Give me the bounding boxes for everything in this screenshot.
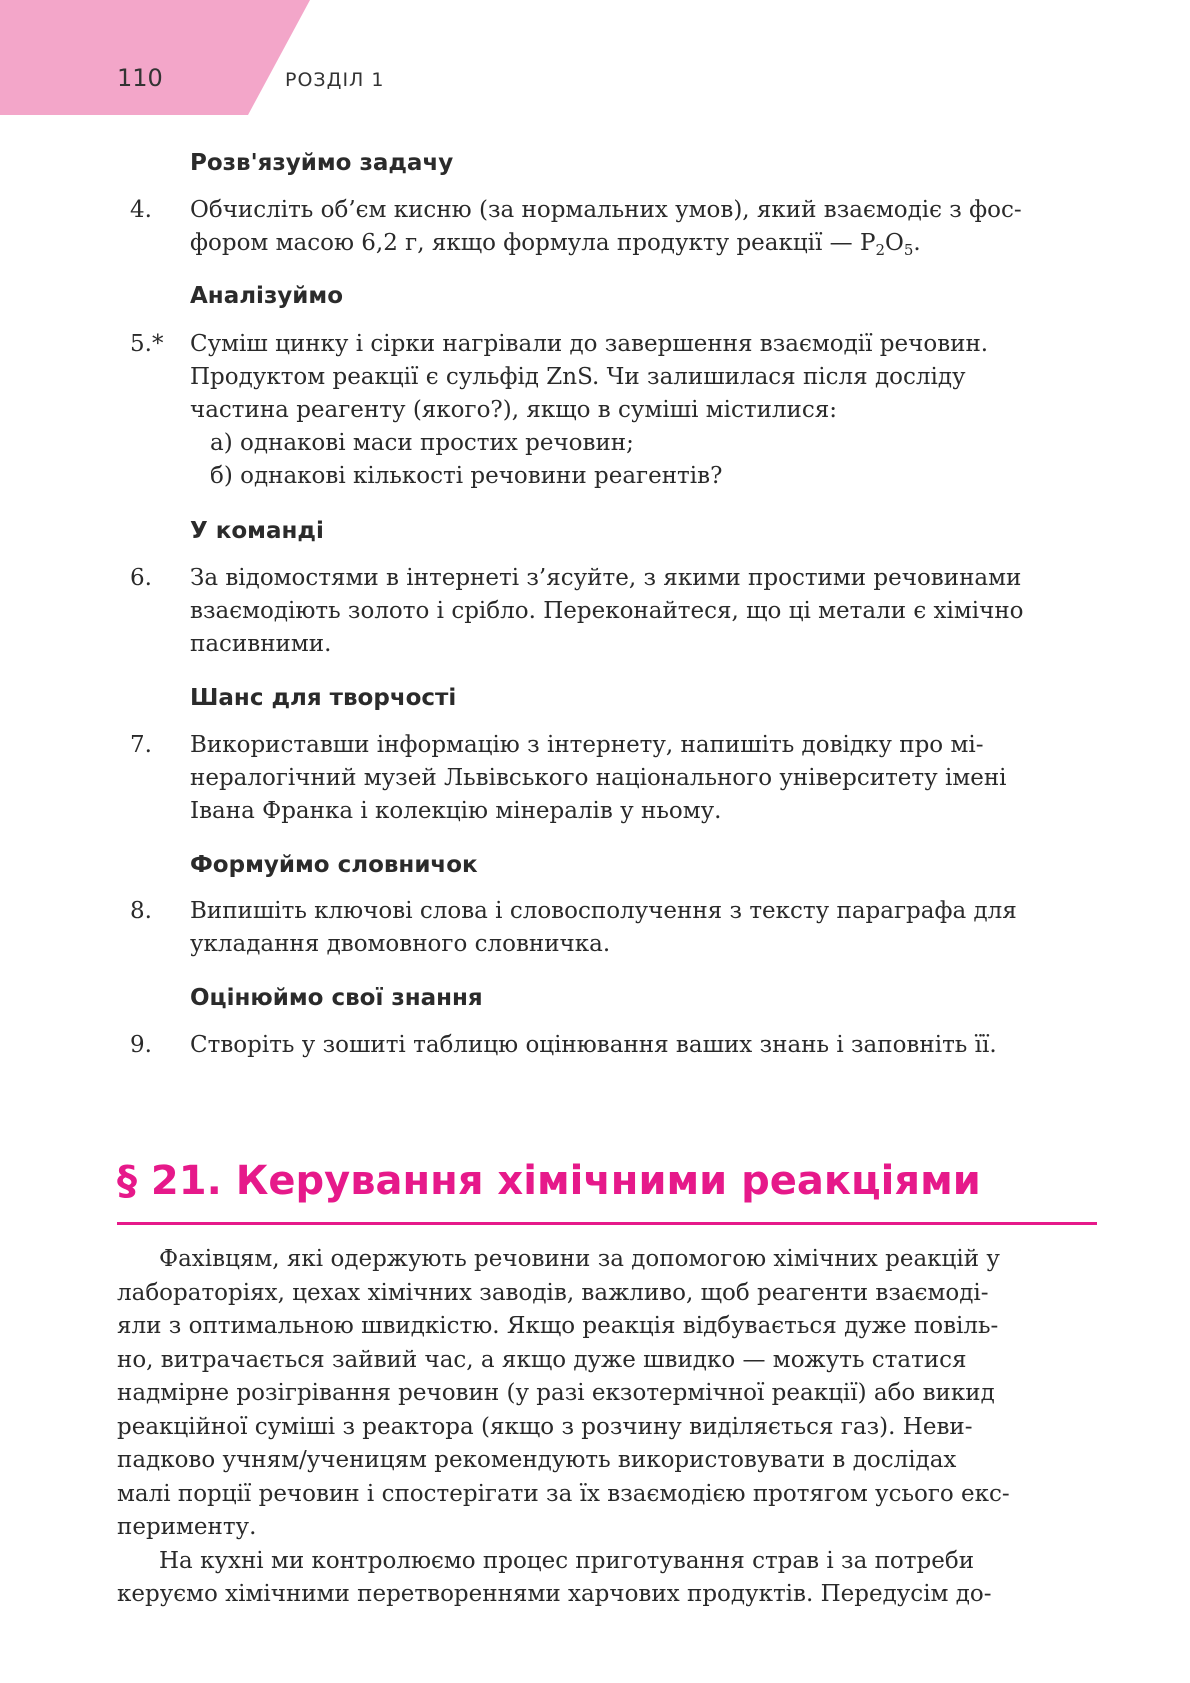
paragraph-line: падково учням/ученицям рекомендують використовувати в дослідах xyxy=(117,1447,957,1473)
task-number: 4. xyxy=(130,197,152,223)
task-text xyxy=(190,729,1190,828)
task-heading: У команді xyxy=(190,518,324,544)
formula-element: O xyxy=(885,230,904,256)
task-text xyxy=(190,895,1190,961)
task-number: 7. xyxy=(130,732,152,758)
task-line: частина реагенту (якого?), якщо в суміші містилися: xyxy=(190,397,837,423)
formula-subscript: 5 xyxy=(903,241,914,259)
paragraph-line: керуємо хімічними перетвореннями харчових продуктів. Передусім до- xyxy=(117,1581,992,1607)
task-line: Випишіть ключові слова і словосполучення з тексту параграфа для xyxy=(190,898,1017,924)
task-line: Обчисліть об’єм кисню (за нормальних умов), який взаємодіє з фос- xyxy=(190,197,1022,223)
task-heading: Шанс для творчості xyxy=(190,685,457,711)
task-line: Продуктом реакції є сульфід ZnS. Чи залишилася після досліду xyxy=(190,364,966,390)
task-text xyxy=(190,194,1190,260)
task-text xyxy=(190,562,1190,661)
task-heading: Аналізуймо xyxy=(190,283,344,309)
page-number: 110 xyxy=(117,64,163,92)
task-sub-item: б) однакові кількості речовини реагентів? xyxy=(210,463,723,489)
task-number: 8. xyxy=(130,898,152,924)
task-line: пасивними. xyxy=(190,631,332,657)
task-line: нералогічний музей Львівського національного університету імені xyxy=(190,765,1007,791)
task-line: укладання двомовного словничка. xyxy=(190,931,611,957)
paragraph-line: малі порції речовин і спостерігати за їх взаємодією протягом усього екс- xyxy=(117,1480,1010,1507)
paragraph-line: перименту. xyxy=(117,1514,257,1540)
paragraph-line: но, витрачається зайвий час, а якщо дуже швидко — можуть статися xyxy=(117,1346,967,1373)
paragraph-line: лабораторіях, цехах хімічних заводів, важливо, щоб реагенти взаємоді- xyxy=(117,1279,989,1306)
paragraph-line: яли з оптимальною швидкістю. Якщо реакція відбувається дуже повіль- xyxy=(117,1313,999,1339)
paragraph-line: реакційної суміші з реактора (якщо з розчину виділяється газ). Неви- xyxy=(117,1413,973,1440)
formula-end: . xyxy=(913,230,921,256)
task-heading: Розв'язуймо задачу xyxy=(190,150,454,176)
task-line: взаємодіють золото і срібло. Переконайтеся, що ці метали є хімічно xyxy=(190,598,1024,624)
task-number: 5.* xyxy=(130,331,164,357)
task-text xyxy=(190,1029,1190,1062)
task-line: Суміш цинку і сірки нагрівали до завершення взаємодії речовин. xyxy=(190,331,989,357)
task-line-text: фором масою 6,2 г, якщо формула продукту реакції — P xyxy=(190,230,876,256)
section-label: РОЗДІЛ 1 xyxy=(285,69,385,91)
task-text xyxy=(190,328,1190,493)
task-line: Використавши інформацію з інтернету, напишіть довідку про мі- xyxy=(190,732,984,758)
section-divider xyxy=(117,1222,1097,1225)
formula-subscript: 2 xyxy=(875,241,886,259)
task-line: Івана Франка і колекцію мінералів у ньому. xyxy=(190,798,722,824)
header-band xyxy=(0,0,310,115)
task-line: Створіть у зошиті таблицю оцінювання ваших знань і заповніть її. xyxy=(190,1032,997,1058)
paragraph-line: надмірне розігрівання речовин (у разі екзотермічної реакції) або викид xyxy=(117,1380,995,1406)
task-number: 6. xyxy=(130,565,152,591)
task-heading: Формуймо словничок xyxy=(190,852,478,878)
section-title: § 21. Керування хімічними реакціями xyxy=(117,1158,981,1204)
task-line xyxy=(190,227,1190,260)
task-heading: Оцінюймо свої знання xyxy=(190,985,483,1011)
task-line: За відомостями в інтернеті з’ясуйте, з якими простими речовинами xyxy=(190,565,1022,591)
paragraph-line: Фахівцям, які одержують речовини за допомогою хімічних реакцій у xyxy=(159,1246,1000,1272)
task-sub-item: а) однакові маси простих речовин; xyxy=(210,430,634,456)
task-number: 9. xyxy=(130,1032,152,1058)
body-paragraph xyxy=(117,1243,1097,1612)
paragraph-line: На кухні ми контролюємо процес приготування страв і за потреби xyxy=(159,1547,975,1574)
